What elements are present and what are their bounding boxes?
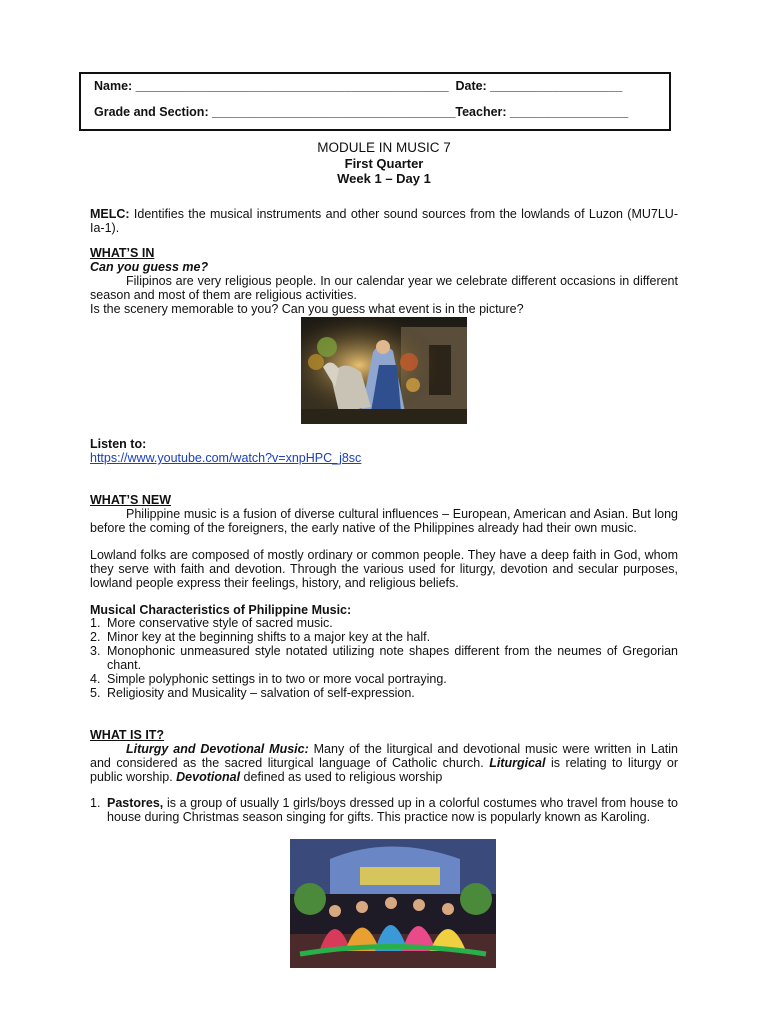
listen-label: Listen to: bbox=[90, 437, 147, 451]
liturgy-text: Many of the liturgical and devotional music were written in Latin and considered as the sacred liturgical language of Catholic church. bbox=[90, 742, 678, 770]
liturgical-term: Liturgical bbox=[489, 756, 546, 770]
grade-teacher-line[interactable]: Grade and Section: ___________________________________Teacher: _________________ bbox=[94, 105, 629, 119]
module-title bbox=[0, 140, 768, 187]
list-number: 5. bbox=[90, 686, 101, 700]
list-item bbox=[90, 617, 678, 631]
student-info-box bbox=[79, 72, 671, 131]
pastores-image bbox=[290, 839, 496, 968]
list-text: Monophonic unmeasured style notated utilizing note shapes different from the neumes of Gregorian chant. bbox=[107, 644, 678, 672]
list-number: 3. bbox=[90, 644, 101, 658]
whats-new-heading: WHAT’S NEW bbox=[90, 493, 172, 507]
whats-new-paragraph-2: Lowland folks are composed of mostly ordinary or common people. They have a deep faith in God, whom they serve with faith and devotion. Through the various used for liturgy, devotion and secular purposes, lowland people express their feelings, history, and religious beliefs. bbox=[90, 548, 678, 590]
module-name: MODULE IN MUSIC 7 bbox=[317, 140, 451, 155]
whats-in-heading: WHAT’S IN bbox=[90, 246, 155, 260]
list-item bbox=[90, 645, 678, 672]
whats-in-paragraph-1: Filipinos are very religious people. In our calendar year we celebrate different occasions in different season and most of them are religious activities. bbox=[90, 274, 678, 302]
procession-image bbox=[301, 317, 467, 424]
whats-in-subheading: Can you guess me? bbox=[90, 260, 209, 274]
quarter-label: First Quarter bbox=[344, 155, 424, 171]
whats-new-paragraph-1: Philippine music is a fusion of diverse cultural influences – European, American and Asian. But long before the coming of the foreigners, the early native of the Philippines already had their own music. bbox=[90, 507, 678, 535]
pastores-text: is a group of usually 1 girls/boys dressed up in a colorful costumes who travel from house to house during Christmas season singing for gifts. This practice now is popularly known as Karoling. bbox=[107, 796, 678, 824]
melc-text: Identifies the musical instruments and other sound sources from the lowlands of Luzon (MU7LU-Ia-1). bbox=[90, 207, 678, 235]
list-number: 1. bbox=[90, 616, 101, 630]
list-text: Simple polyphonic settings in to two or more vocal portraying. bbox=[107, 672, 447, 686]
devotional-term: Devotional bbox=[176, 770, 241, 784]
pastores-photo bbox=[290, 839, 496, 968]
devotional-text: defined as used to religious worship bbox=[240, 770, 443, 784]
list-text: More conservative style of sacred music. bbox=[107, 616, 333, 630]
liturgy-term: Liturgy and Devotional Music: bbox=[126, 742, 309, 756]
list-text: Religiosity and Musicality – salvation of self-expression. bbox=[107, 686, 415, 700]
characteristics-heading: Musical Characteristics of Philippine Music: bbox=[90, 603, 352, 617]
list-item bbox=[90, 631, 678, 645]
list-item bbox=[90, 687, 678, 701]
melc-paragraph bbox=[90, 207, 678, 235]
procession-photo bbox=[301, 317, 467, 424]
list-number: 2. bbox=[90, 630, 101, 644]
list-item bbox=[90, 673, 678, 687]
name-date-line[interactable]: Name: _____________________________________________ Date: ___________________ bbox=[94, 79, 623, 93]
list-number: 4. bbox=[90, 672, 101, 686]
whats-in-paragraph-2: Is the scenery memorable to you? Can you guess what event is in the picture? bbox=[90, 302, 524, 316]
pastores-term: Pastores, bbox=[107, 796, 164, 810]
youtube-link[interactable]: https://www.youtube.com/watch?v=xnpHPC_j8sc bbox=[90, 451, 362, 465]
list-text: Minor key at the beginning shifts to a major key at the half. bbox=[107, 630, 431, 644]
liturgy-paragraph bbox=[90, 742, 678, 784]
what-is-it-heading: WHAT IS IT? bbox=[90, 728, 165, 742]
pastores-body bbox=[107, 797, 678, 824]
liturgical-text: is relating to liturgy or public worship. bbox=[90, 756, 678, 784]
week-label: Week 1 – Day 1 bbox=[337, 171, 431, 186]
melc-label: MELC: bbox=[90, 207, 130, 221]
list-number: 1. bbox=[90, 796, 101, 810]
pastores-item bbox=[90, 797, 678, 824]
